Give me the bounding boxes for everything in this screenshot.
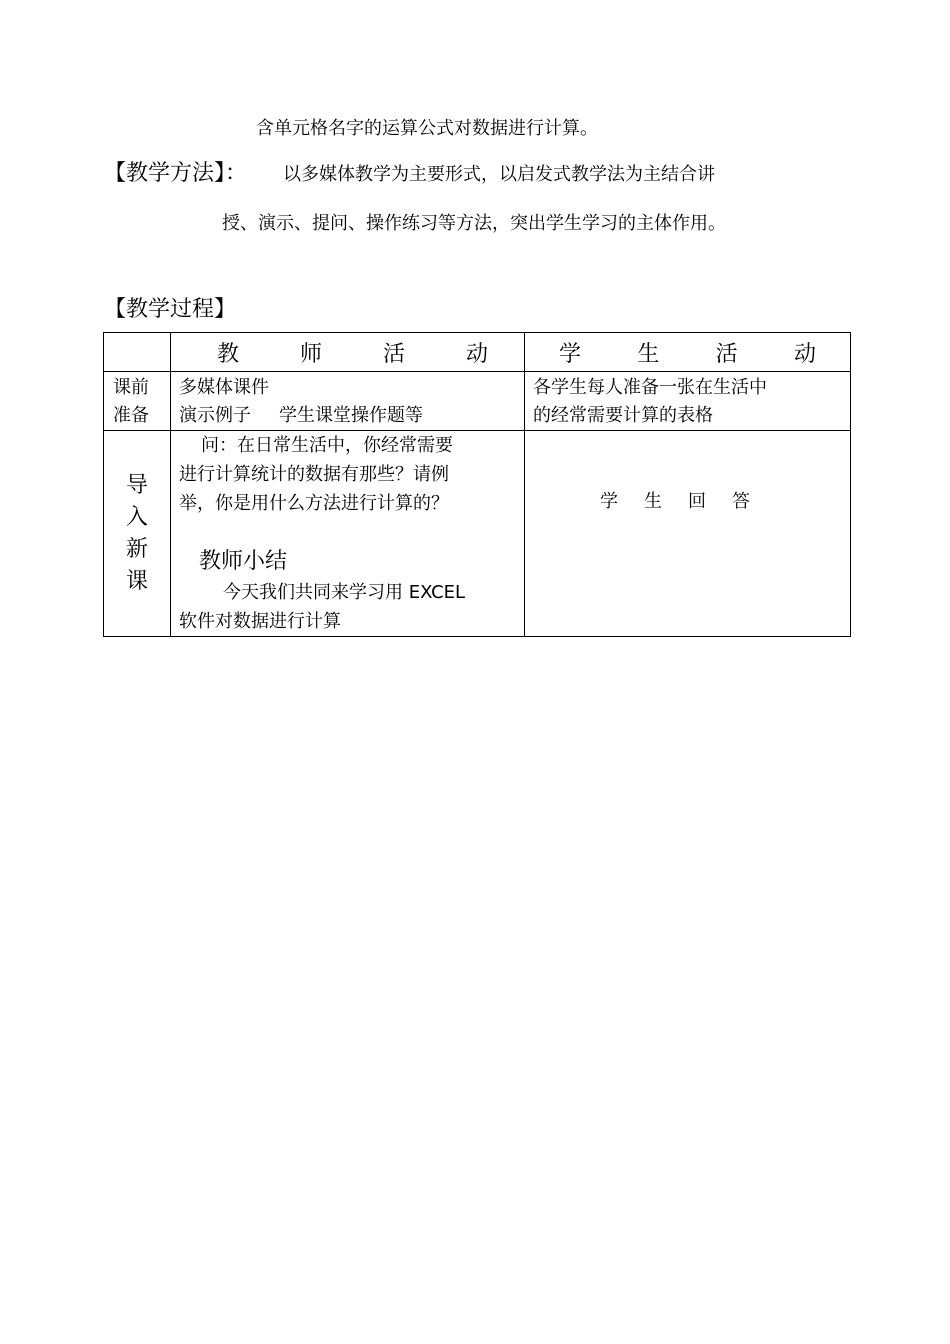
teaching-method-text-line2: 授、演示、提问、操作练习等方法，突出学生学习的主体作用。 xyxy=(222,213,726,234)
prep-teacher-line2a: 演示例子 xyxy=(179,405,251,426)
student-header-char: 学 xyxy=(559,341,582,367)
summary-line1: 今天我们共同来学习用 EXCEL xyxy=(223,582,466,603)
question-line2: 进行计算统计的数据有那些？请例 xyxy=(179,464,449,485)
prep-label-cell xyxy=(104,372,171,431)
prep-teacher-line1: 多媒体课件 xyxy=(179,377,269,398)
student-header-char: 活 xyxy=(715,341,738,367)
header-blank-cell xyxy=(104,333,171,372)
prep-teacher-line2b: 学生课堂操作题等 xyxy=(279,405,423,426)
summary-line2: 软件对数据进行计算 xyxy=(179,611,341,632)
prep-label-line2: 准备 xyxy=(113,405,149,426)
intro-label-char: 入 xyxy=(125,504,148,530)
student-header-char: 生 xyxy=(637,341,660,367)
intro-label-char: 导 xyxy=(125,472,148,498)
intro-teacher-cell xyxy=(171,431,525,637)
prep-student-line1: 各学生每人准备一张在生活中 xyxy=(533,377,767,398)
teacher-header-char: 活 xyxy=(382,341,405,367)
intro-label-char: 新 xyxy=(125,536,148,562)
intro-label-char: 课 xyxy=(125,568,148,594)
teacher-header-char: 动 xyxy=(465,341,488,367)
lesson-table xyxy=(103,332,851,637)
table-row xyxy=(104,372,851,431)
student-answer xyxy=(600,487,750,513)
teacher-activity-header xyxy=(171,333,525,372)
prep-label-line1: 课前 xyxy=(113,377,149,398)
question-line3: 举，你是用什么方法进行计算的？ xyxy=(179,493,449,514)
teacher-summary-title: 教师小结 xyxy=(199,549,288,574)
teacher-header-char: 师 xyxy=(299,341,322,367)
intro-line: 含单元格名字的运算公式对数据进行计算。 xyxy=(256,118,598,139)
prep-student-line2: 的经常需要计算的表格 xyxy=(533,405,713,426)
student-answer-char: 生 xyxy=(644,491,662,512)
student-activity-header xyxy=(525,333,851,372)
teaching-method-text-line1: 以多媒体教学为主要形式，以启发式教学法为主结合讲 xyxy=(283,164,715,185)
intro-student-cell xyxy=(525,431,851,637)
teacher-header-char: 教 xyxy=(217,341,240,367)
question-line1: 问：在日常生活中，你经常需要 xyxy=(201,435,453,456)
intro-label-cell xyxy=(104,431,171,637)
table-header-row xyxy=(104,333,851,372)
teaching-process-heading: 【教学过程】 xyxy=(104,297,237,322)
student-header-char: 动 xyxy=(793,341,816,367)
student-answer-char: 答 xyxy=(732,491,750,512)
prep-student-cell xyxy=(525,372,851,431)
table-row xyxy=(104,431,851,637)
student-answer-char: 回 xyxy=(688,491,706,512)
teaching-method-heading: 【教学方法】： xyxy=(104,161,248,186)
prep-teacher-cell xyxy=(171,372,525,431)
student-answer-char: 学 xyxy=(600,491,618,512)
